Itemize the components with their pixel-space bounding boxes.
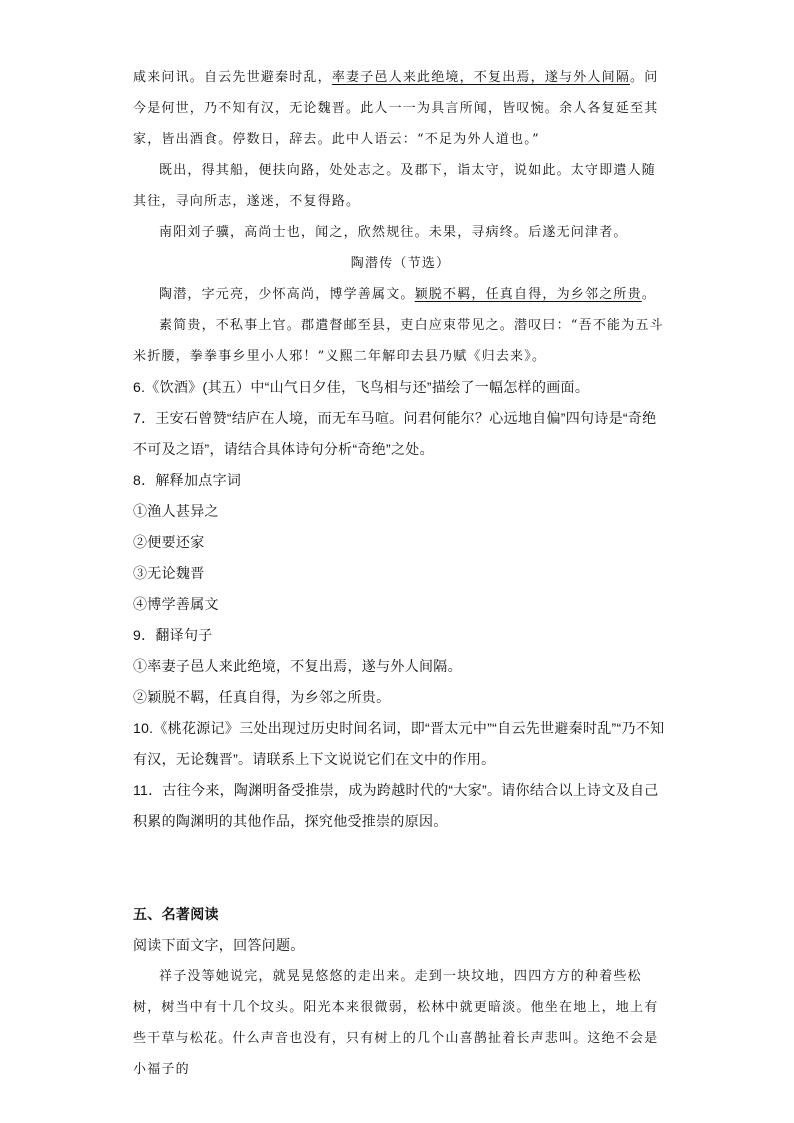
underlined-sentence-2: 颖脱不羁，任真自得，为乡邻之所贵 (414, 287, 642, 302)
question-11: 11．古往今来，陶渊明备受推崇，成为跨越时代的“大家”。请你结合以上诗文及自己积累的陶渊明的其他作品，探究他受推崇的原因。 (133, 782, 659, 829)
question-9-item: ①率妻子邑人来此绝境，不复出焉，遂与外人间隔。 (133, 658, 462, 674)
question-8-item: ③无论魏晋 (133, 565, 205, 581)
passage2-paragraph1 (133, 279, 668, 310)
passage2-text-a: 陶潜，字元亮，少怀高尚，博学善属文。 (159, 287, 415, 302)
passage1-text-b: 。问今是何世，乃不知有汉，无论魏晋。此人一一为具言所闻，皆叹惋。余人各复延至其家，皆出酒食。停数日，辞去。此中人语云：“不足为外人道也。” (133, 70, 659, 147)
section-5-heading: 五、名著阅读 (133, 906, 219, 922)
passage2-paragraph2: 素简贵，不私事上官。郡遣督邮至县，吏白应束带见之。潜叹曰：“吾不能为五斗米折腰，拳拳事乡里小人邪！”义熙二年解印去县乃赋《归去来》。 (133, 318, 664, 364)
novel-excerpt: 祥子没等她说完，就晃晃悠悠的走出来。走到一块坟地，四四方方的种着些松树，树当中有十几个坟头。阳光本来很微弱，松林中就更暗淡。他坐在地上，地上有些干草与松花。什么声音也没有，只有树上的几个山喜鹊扯着长声悲叫。这绝不会是小福子的 (133, 969, 659, 1077)
passage2-text-b: 。 (641, 287, 657, 302)
passage1-paragraph2: 既出，得其船，便扶向路，处处志之。及郡下，诣太守，说如此。太守即遣人随其往，寻向所志，遂迷，不复得路。 (133, 163, 657, 209)
question-8: 8．解释加点字词 (133, 472, 242, 488)
passage1-paragraph1 (133, 62, 668, 155)
question-7: 7．王安石曾赞“结庐在人境，而无车马喧。问君何能尔？心远地自偏”四句诗是“奇绝不可及之语”，请结合具体诗句分析“奇绝”之处。 (133, 410, 657, 457)
underlined-sentence-1: 率妻子邑人来此绝境，不复出焉，遂与外人间隔 (331, 70, 631, 85)
passage2-title: 陶潜传（节选） (350, 256, 451, 271)
passage1-paragraph3: 南阳刘子骥，高尚士也，闻之，欣然规往。未果，寻病终。后遂无问津者。 (159, 225, 628, 240)
question-9-item: ②颖脱不羁，任真自得，为乡邻之所贵。 (133, 689, 391, 705)
question-10: 10.《桃花源记》三处出现过历史时间名词，即“晋太元中”“自云先世避秦时乱”“乃不知有汉，无论魏晋”。请联系上下文说说它们在文中的作用。 (133, 720, 665, 767)
question-8-item: ①渔人甚异之 (133, 503, 219, 519)
question-8-item: ④博学善属文 (133, 596, 219, 612)
document-content (133, 62, 668, 1085)
question-8-item: ②便要还家 (133, 534, 205, 550)
section-spacer (133, 837, 668, 899)
question-6: 6.《饮酒》(其五）中“山气日夕佳，飞鸟相与还”描绘了一幅怎样的画面。 (133, 379, 590, 395)
question-9: 9．翻译句子 (133, 627, 213, 643)
section-5-instruction: 阅读下面文字，回答问题。 (133, 937, 305, 953)
passage1-text-a: 咸来问讯。自云先世避秦时乱， (133, 70, 332, 85)
